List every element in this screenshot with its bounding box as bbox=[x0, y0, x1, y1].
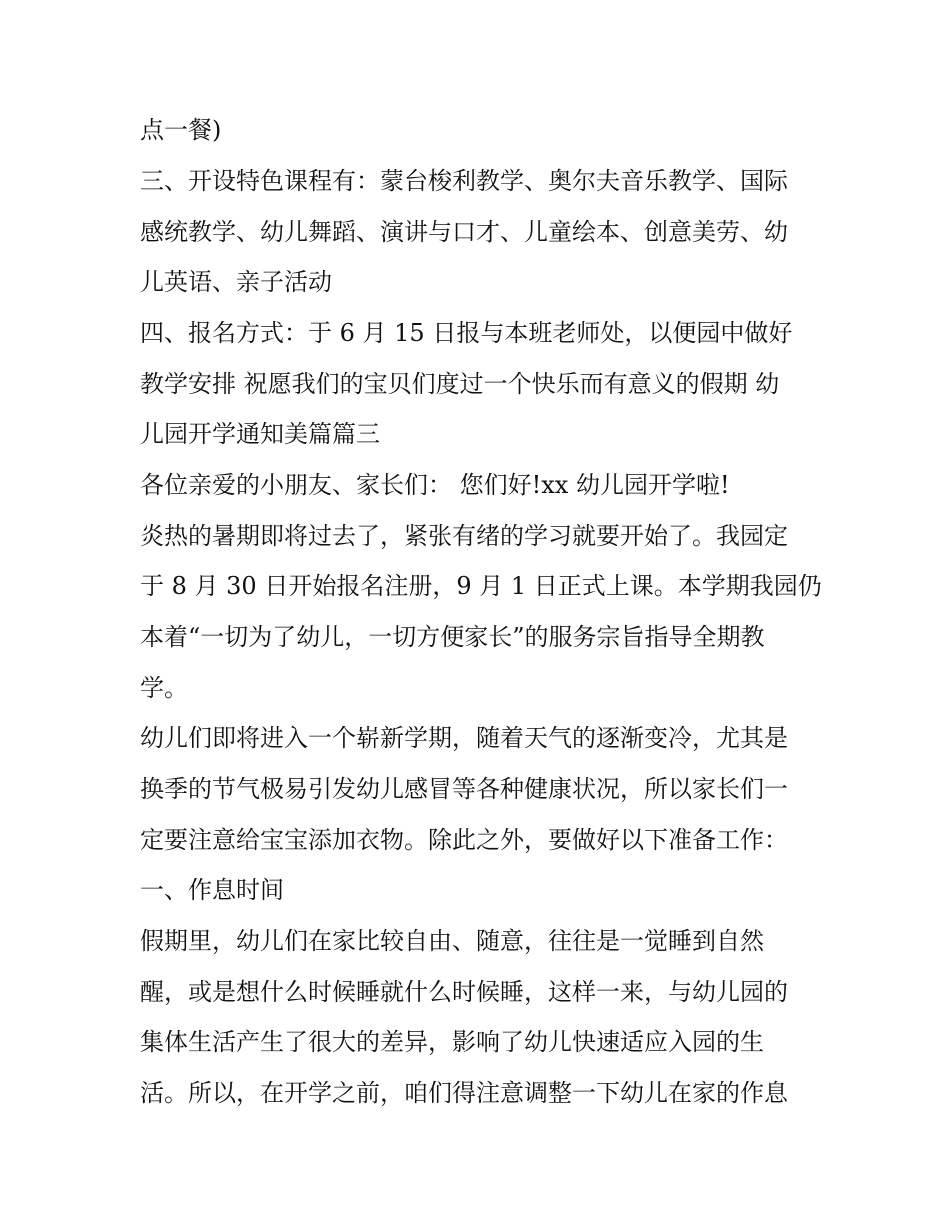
text-line: 本着“一切为了幼儿，一切方便家长”的服务宗旨指导全期教 bbox=[140, 623, 765, 651]
text-line: 儿园开学通知美篇篇三 bbox=[140, 420, 380, 448]
text-line: 炎热的暑期即将过去了，紧张有绪的学习就要开始了。我园定 bbox=[140, 522, 788, 550]
text-line: 四、报名方式：于 6 月 15 日报与本班老师处，以便园中做好 bbox=[140, 319, 793, 347]
text-line: 学。 bbox=[140, 674, 188, 702]
text-line: 一、作息时间 bbox=[140, 876, 284, 904]
text-line: 儿英语、亲子活动 bbox=[140, 268, 332, 296]
text-line: 点一餐) bbox=[140, 116, 222, 144]
text-line: 感统教学、幼儿舞蹈、演讲与口才、儿童绘本、创意美劳、幼 bbox=[140, 218, 788, 246]
text-line: 定要注意给宝宝添加衣物。除此之外，要做好以下准备工作： bbox=[140, 826, 788, 854]
text-line: 三、开设特色课程有：蒙台梭利教学、奥尔夫音乐教学、国际 bbox=[140, 167, 788, 195]
text-line: 集体生活产生了很大的差异，影响了幼儿快速适应入园的生 bbox=[140, 1028, 764, 1056]
text-line: 幼儿们即将进入一个崭新学期，随着天气的逐渐变冷，尤其是 bbox=[140, 724, 788, 752]
text-line: 醒，或是想什么时候睡就什么时候睡，这样一来，与幼儿园的 bbox=[140, 978, 788, 1006]
text-line: 各位亲爱的小朋友、家长们： 您们好!xx 幼儿园开学啦! bbox=[140, 471, 730, 499]
text-line: 教学安排 祝愿我们的宝贝们度过一个快乐而有意义的假期 幼 bbox=[140, 370, 780, 398]
text-line: 于 8 月 30 日开始报名注册，9 月 1 日正式上课。本学期我园仍 bbox=[140, 572, 822, 600]
text-line: 活。所以，在开学之前，咱们得注意调整一下幼儿在家的作息 bbox=[140, 1079, 788, 1107]
text-line: 假期里，幼儿们在家比较自由、随意，往往是一觉睡到自然 bbox=[140, 927, 764, 955]
text-line: 换季的节气极易引发幼儿感冒等各种健康状况，所以家长们一 bbox=[140, 775, 788, 803]
